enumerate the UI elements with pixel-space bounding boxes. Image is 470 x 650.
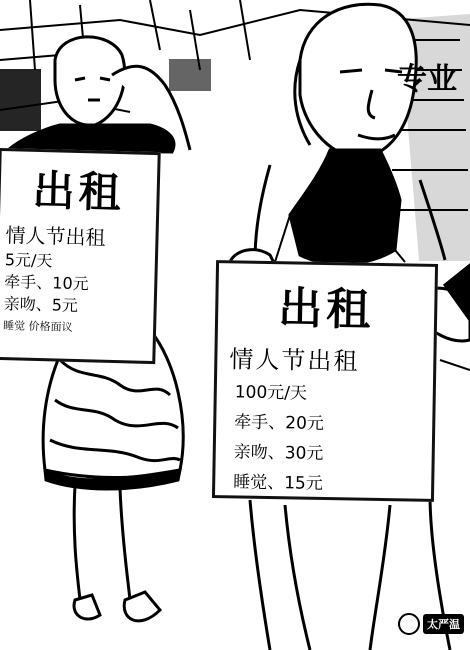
sign-line-daily-rate: 100元/天 — [234, 382, 308, 404]
sign-line-headline: 情人节出租 — [5, 223, 106, 250]
sign-line-hand-holding: 牵手、20元 — [234, 412, 325, 434]
sign-line-headline: 情人节出租 — [229, 345, 360, 376]
sign-line-kiss: 亲吻、30元 — [233, 442, 324, 464]
watermark-text: 太严温 — [423, 614, 464, 634]
sign-line-daily-rate: 5元/天 — [4, 250, 53, 271]
sign-title: 出租 — [277, 283, 375, 336]
rental-sign-left — [0, 148, 161, 364]
sign-title: 出租 — [32, 165, 126, 218]
sign-line-sleep: 睡觉、15元 — [233, 472, 324, 494]
sign-line-kiss: 亲吻、5元 — [3, 294, 79, 316]
background-shop-sign: 专业 — [397, 62, 457, 97]
sign-line-hand-holding: 牵手、10元 — [4, 272, 89, 294]
sign-line-sleep: 睡觉 价格面议 — [2, 319, 73, 334]
wechat-logo-icon — [398, 613, 420, 635]
rental-sign-right — [212, 260, 438, 502]
watermark — [398, 612, 464, 636]
